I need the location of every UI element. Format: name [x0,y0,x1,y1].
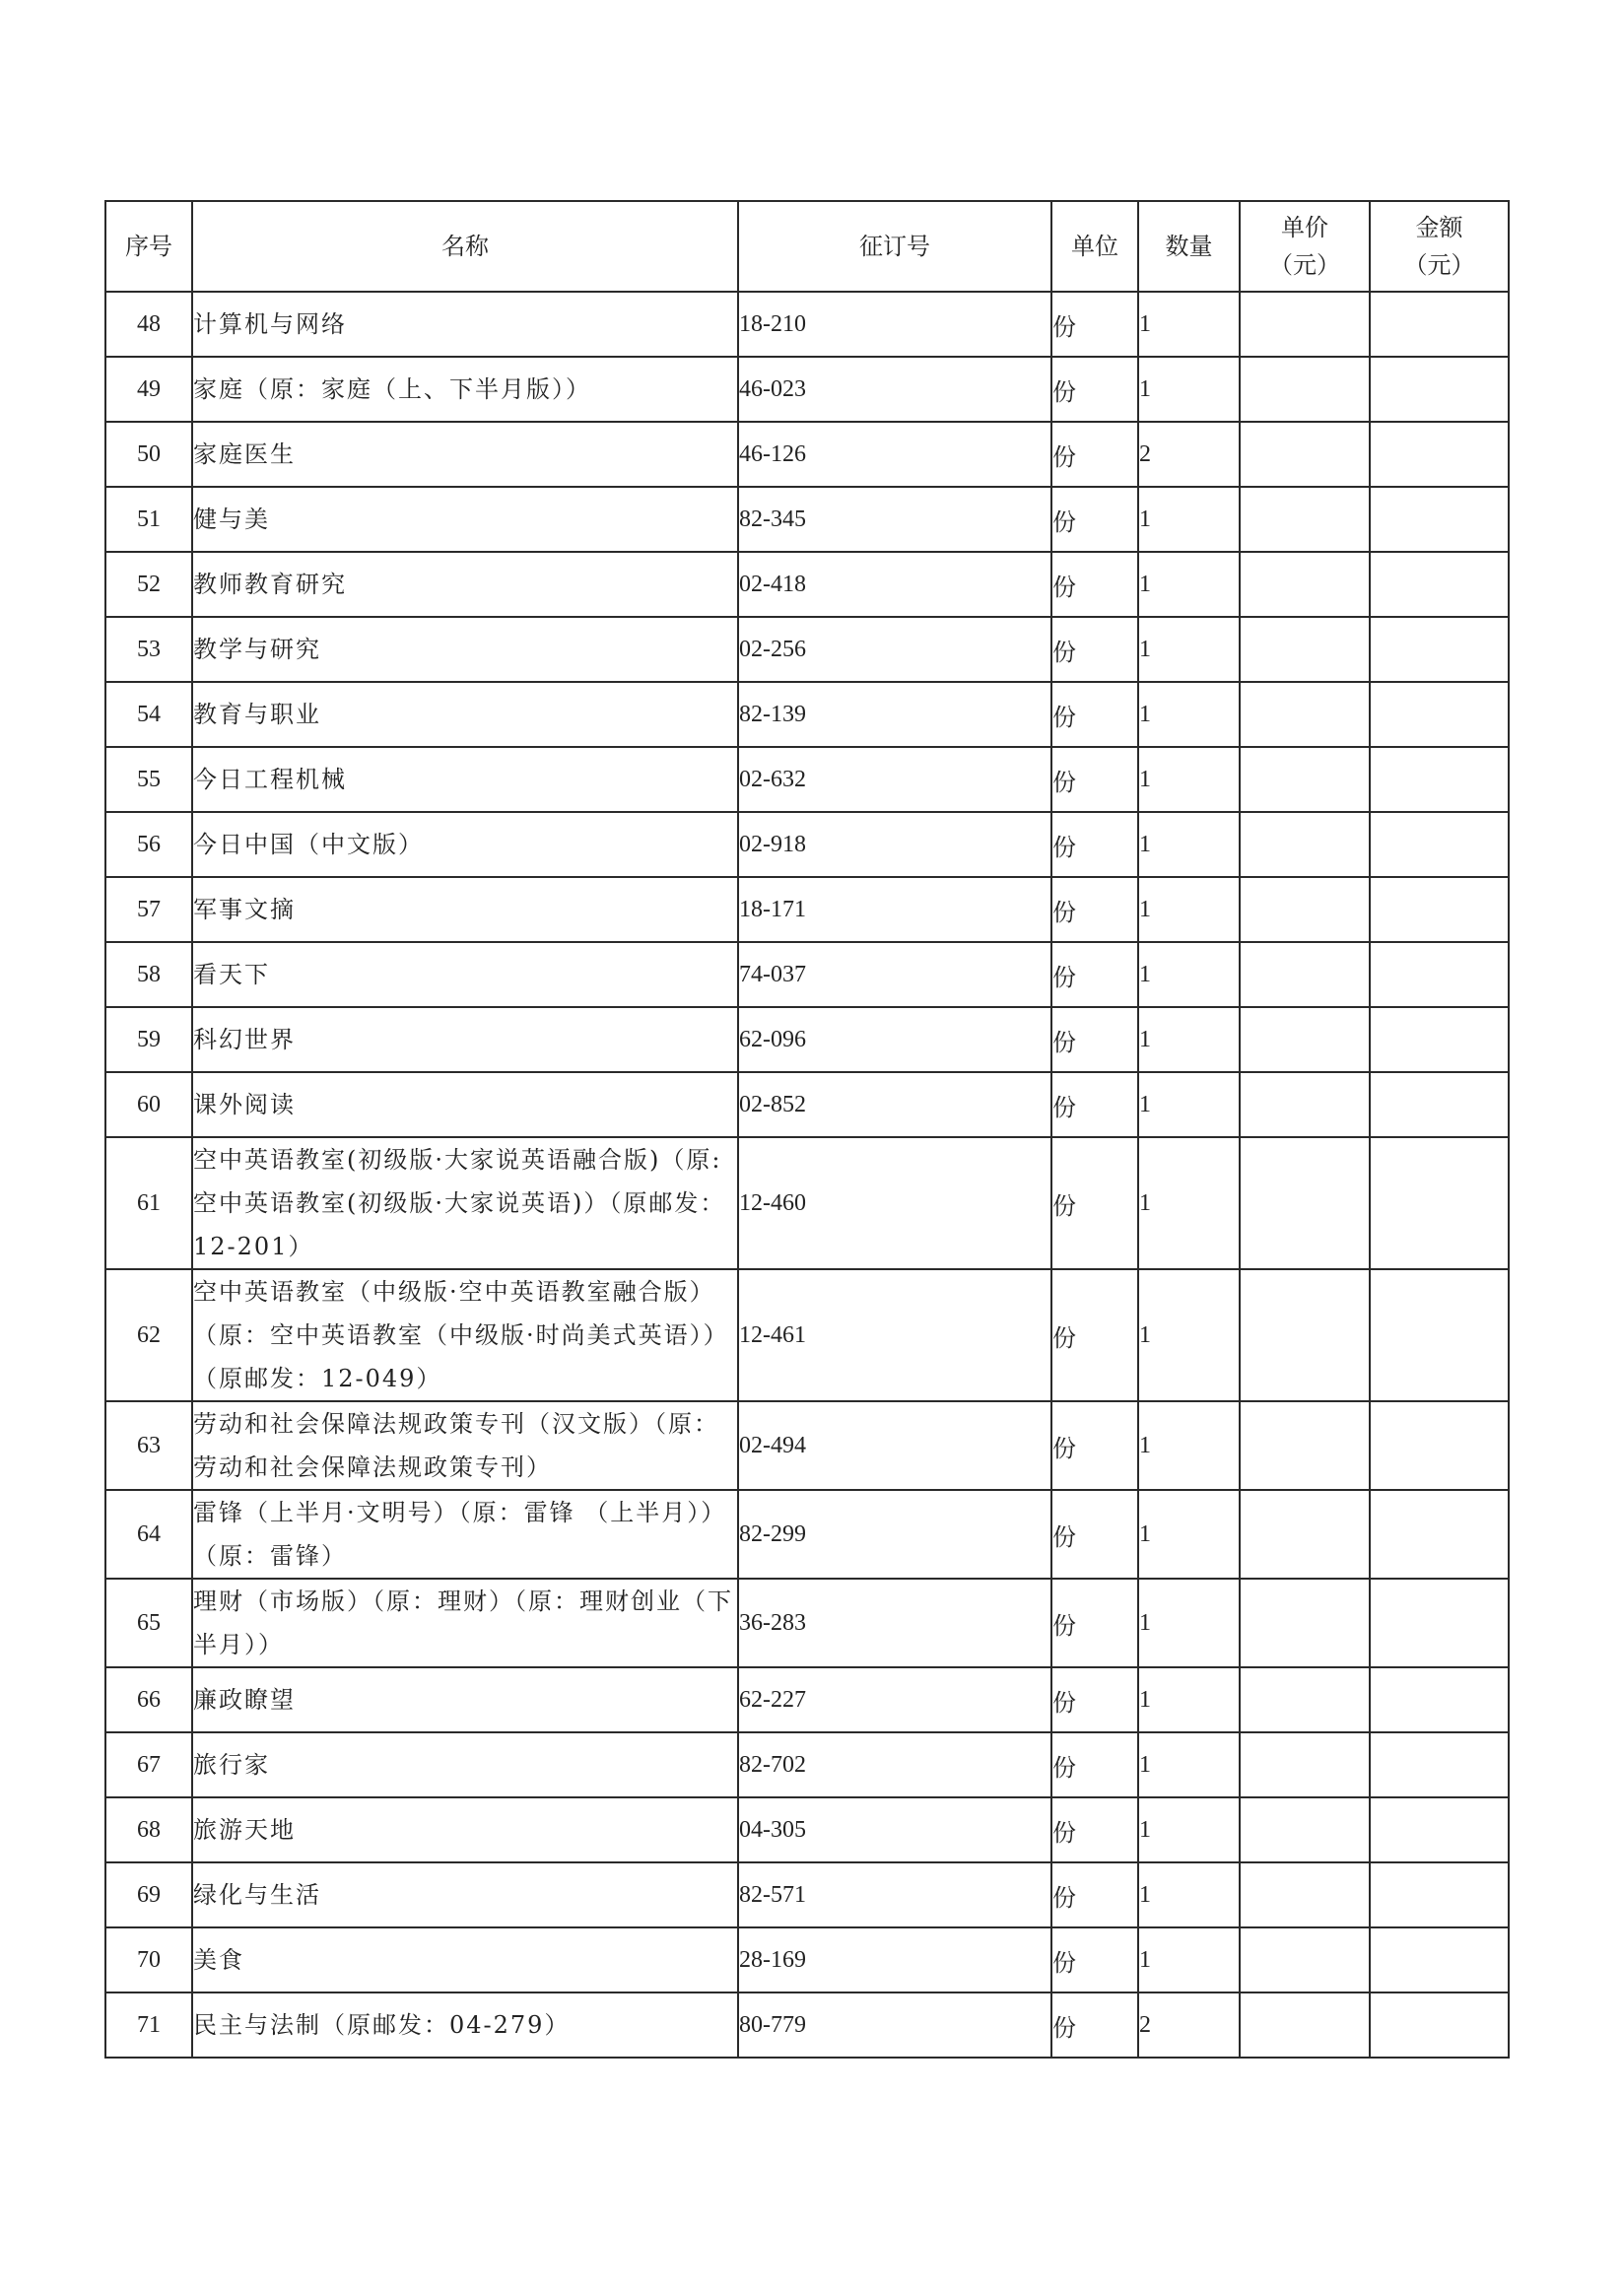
table-row [105,552,1509,617]
row-amount [1370,292,1509,357]
row-amount [1370,1579,1509,1667]
row-unit-price [1240,877,1370,942]
row-unit: 份 [1051,877,1138,942]
row-unit-price [1240,1797,1370,1862]
row-unit: 份 [1051,942,1138,1007]
row-quantity: 1 [1138,877,1240,942]
row-name: 计算机与网络 [192,292,738,357]
row-index: 70 [105,1927,192,1992]
row-quantity: 1 [1138,292,1240,357]
table-row [105,1927,1509,1992]
row-unit-price [1240,357,1370,422]
row-quantity: 1 [1138,1667,1240,1732]
row-index: 51 [105,487,192,552]
row-name: 美食 [192,1927,738,1992]
row-order-code: 82-299 [738,1490,1051,1579]
table-row [105,812,1509,877]
row-name: 军事文摘 [192,877,738,942]
table-row [105,682,1509,747]
row-quantity: 1 [1138,1269,1240,1401]
row-name: 健与美 [192,487,738,552]
row-unit: 份 [1051,812,1138,877]
row-name: 绿化与生活 [192,1862,738,1927]
row-quantity: 1 [1138,1490,1240,1579]
row-name: 廉政瞭望 [192,1667,738,1732]
row-order-code: 04-305 [738,1797,1051,1862]
row-name: 旅游天地 [192,1797,738,1862]
row-unit-price [1240,1927,1370,1992]
row-unit: 份 [1051,422,1138,487]
row-unit: 份 [1051,1667,1138,1732]
header-name: 名称 [192,201,738,292]
row-order-code: 62-096 [738,1007,1051,1072]
row-unit-price [1240,1401,1370,1490]
row-index: 64 [105,1490,192,1579]
row-unit: 份 [1051,1269,1138,1401]
row-order-code: 36-283 [738,1579,1051,1667]
row-index: 71 [105,1992,192,2058]
row-order-code: 02-494 [738,1401,1051,1490]
header-quantity: 数量 [1138,201,1240,292]
row-index: 54 [105,682,192,747]
row-amount [1370,1927,1509,1992]
row-index: 59 [105,1007,192,1072]
row-order-code: 02-632 [738,747,1051,812]
table-row [105,877,1509,942]
row-order-code: 46-126 [738,422,1051,487]
table-row [105,1269,1509,1401]
row-amount [1370,747,1509,812]
row-index: 67 [105,1732,192,1797]
row-quantity: 1 [1138,617,1240,682]
row-order-code: 74-037 [738,942,1051,1007]
row-quantity: 1 [1138,682,1240,747]
table-row [105,1862,1509,1927]
table-row [105,1072,1509,1137]
row-order-code: 02-256 [738,617,1051,682]
row-index: 57 [105,877,192,942]
row-index: 69 [105,1862,192,1927]
row-index: 58 [105,942,192,1007]
table-row [105,292,1509,357]
row-unit: 份 [1051,487,1138,552]
row-quantity: 1 [1138,357,1240,422]
row-amount [1370,617,1509,682]
row-unit: 份 [1051,292,1138,357]
table-row [105,617,1509,682]
row-unit: 份 [1051,1862,1138,1927]
row-quantity: 1 [1138,1007,1240,1072]
header-unit-price-line1: 单价 [1281,214,1328,241]
row-unit-price [1240,1007,1370,1072]
row-unit: 份 [1051,1137,1138,1269]
row-order-code: 82-139 [738,682,1051,747]
row-unit: 份 [1051,552,1138,617]
row-unit-price [1240,1269,1370,1401]
row-amount [1370,1269,1509,1401]
row-order-code: 28-169 [738,1927,1051,1992]
row-amount [1370,552,1509,617]
row-unit-price [1240,812,1370,877]
row-amount [1370,1862,1509,1927]
row-quantity: 1 [1138,1862,1240,1927]
header-amount-line2: （元） [1403,251,1475,279]
row-amount [1370,487,1509,552]
row-quantity: 1 [1138,1927,1240,1992]
row-unit-price [1240,1732,1370,1797]
table-row [105,487,1509,552]
row-name: 科幻世界 [192,1007,738,1072]
row-order-code: 12-461 [738,1269,1051,1401]
row-order-code: 82-702 [738,1732,1051,1797]
row-unit-price [1240,1579,1370,1667]
row-name: 教学与研究 [192,617,738,682]
table-row [105,1401,1509,1490]
table-row [105,1490,1509,1579]
row-index: 60 [105,1072,192,1137]
row-unit-price [1240,487,1370,552]
row-unit-price [1240,1862,1370,1927]
table-row [105,422,1509,487]
row-index: 68 [105,1797,192,1862]
row-unit: 份 [1051,1490,1138,1579]
row-unit: 份 [1051,1007,1138,1072]
row-unit-price [1240,1137,1370,1269]
row-order-code: 62-227 [738,1667,1051,1732]
row-index: 66 [105,1667,192,1732]
row-index: 63 [105,1401,192,1490]
row-unit-price [1240,1992,1370,2058]
row-amount [1370,357,1509,422]
table-body [105,292,1509,2058]
table-row [105,942,1509,1007]
row-unit-price [1240,942,1370,1007]
header-amount-line1: 金额 [1415,214,1463,241]
table-row [105,357,1509,422]
row-name: 今日工程机械 [192,747,738,812]
row-unit-price [1240,552,1370,617]
row-name: 教师教育研究 [192,552,738,617]
row-unit-price [1240,1490,1370,1579]
row-unit: 份 [1051,1401,1138,1490]
header-order-code: 征订号 [738,201,1051,292]
row-name: 旅行家 [192,1732,738,1797]
row-name: 民主与法制（原邮发：04-279） [192,1992,738,2058]
row-quantity: 1 [1138,1797,1240,1862]
row-amount [1370,1992,1509,2058]
row-unit: 份 [1051,617,1138,682]
row-index: 50 [105,422,192,487]
row-quantity: 1 [1138,487,1240,552]
row-unit: 份 [1051,357,1138,422]
row-order-code: 02-852 [738,1072,1051,1137]
row-name: 空中英语教室(初级版·大家说英语融合版)（原:空中英语教室(初级版·大家说英语)）（原邮发：12-201） [192,1137,738,1269]
row-name: 家庭（原：家庭（上、下半月版）） [192,357,738,422]
row-name: 今日中国（中文版） [192,812,738,877]
table-row [105,1579,1509,1667]
row-order-code: 02-918 [738,812,1051,877]
row-order-code: 82-345 [738,487,1051,552]
table-row [105,747,1509,812]
table-row [105,1137,1509,1269]
row-unit: 份 [1051,1927,1138,1992]
row-order-code: 02-418 [738,552,1051,617]
row-quantity: 1 [1138,1579,1240,1667]
row-amount [1370,682,1509,747]
table-header-row [105,201,1509,292]
row-name: 家庭医生 [192,422,738,487]
row-name: 理财（市场版）（原：理财）（原：理财创业（下半月）） [192,1579,738,1667]
row-amount [1370,1490,1509,1579]
header-unit-price-line2: （元） [1269,251,1340,279]
row-quantity: 1 [1138,1137,1240,1269]
row-quantity: 1 [1138,552,1240,617]
row-index: 48 [105,292,192,357]
row-index: 56 [105,812,192,877]
row-name: 教育与职业 [192,682,738,747]
header-index: 序号 [105,201,192,292]
row-unit: 份 [1051,747,1138,812]
row-unit-price [1240,422,1370,487]
row-quantity: 1 [1138,747,1240,812]
row-unit-price [1240,682,1370,747]
row-amount [1370,1797,1509,1862]
row-amount [1370,1732,1509,1797]
row-amount [1370,1401,1509,1490]
row-unit: 份 [1051,1992,1138,2058]
row-amount [1370,422,1509,487]
row-quantity: 2 [1138,422,1240,487]
row-order-code: 12-460 [738,1137,1051,1269]
row-quantity: 1 [1138,1072,1240,1137]
row-unit: 份 [1051,1797,1138,1862]
row-order-code: 18-171 [738,877,1051,942]
row-name: 雷锋（上半月·文明号）（原：雷锋 （上半月））（原：雷锋） [192,1490,738,1579]
table-row [105,1667,1509,1732]
table-row [105,1797,1509,1862]
row-amount [1370,1137,1509,1269]
row-unit: 份 [1051,1732,1138,1797]
row-order-code: 82-571 [738,1862,1051,1927]
row-unit-price [1240,617,1370,682]
row-index: 55 [105,747,192,812]
row-unit-price [1240,1072,1370,1137]
row-name: 课外阅读 [192,1072,738,1137]
row-unit: 份 [1051,1072,1138,1137]
row-name: 看天下 [192,942,738,1007]
row-order-code: 46-023 [738,357,1051,422]
row-quantity: 2 [1138,1992,1240,2058]
row-index: 52 [105,552,192,617]
row-quantity: 1 [1138,1732,1240,1797]
row-amount [1370,1007,1509,1072]
row-unit-price [1240,1667,1370,1732]
row-quantity: 1 [1138,812,1240,877]
row-unit-price [1240,292,1370,357]
header-unit: 单位 [1051,201,1138,292]
row-order-code: 80-779 [738,1992,1051,2058]
header-unit-price [1240,201,1370,292]
row-quantity: 1 [1138,1401,1240,1490]
row-order-code: 18-210 [738,292,1051,357]
row-index: 53 [105,617,192,682]
row-name: 空中英语教室（中级版·空中英语教室融合版）（原：空中英语教室（中级版·时尚美式英语））（原邮发：12-049） [192,1269,738,1401]
subscription-table [104,200,1510,2059]
row-index: 61 [105,1137,192,1269]
header-amount [1370,201,1509,292]
row-unit-price [1240,747,1370,812]
table-row [105,1007,1509,1072]
row-amount [1370,812,1509,877]
row-amount [1370,942,1509,1007]
row-amount [1370,1072,1509,1137]
row-unit: 份 [1051,682,1138,747]
row-amount [1370,1667,1509,1732]
row-quantity: 1 [1138,942,1240,1007]
row-name: 劳动和社会保障法规政策专刊（汉文版）（原：劳动和社会保障法规政策专刊） [192,1401,738,1490]
row-index: 49 [105,357,192,422]
row-index: 65 [105,1579,192,1667]
row-index: 62 [105,1269,192,1401]
row-amount [1370,877,1509,942]
table-row [105,1992,1509,2058]
row-unit: 份 [1051,1579,1138,1667]
table-row [105,1732,1509,1797]
